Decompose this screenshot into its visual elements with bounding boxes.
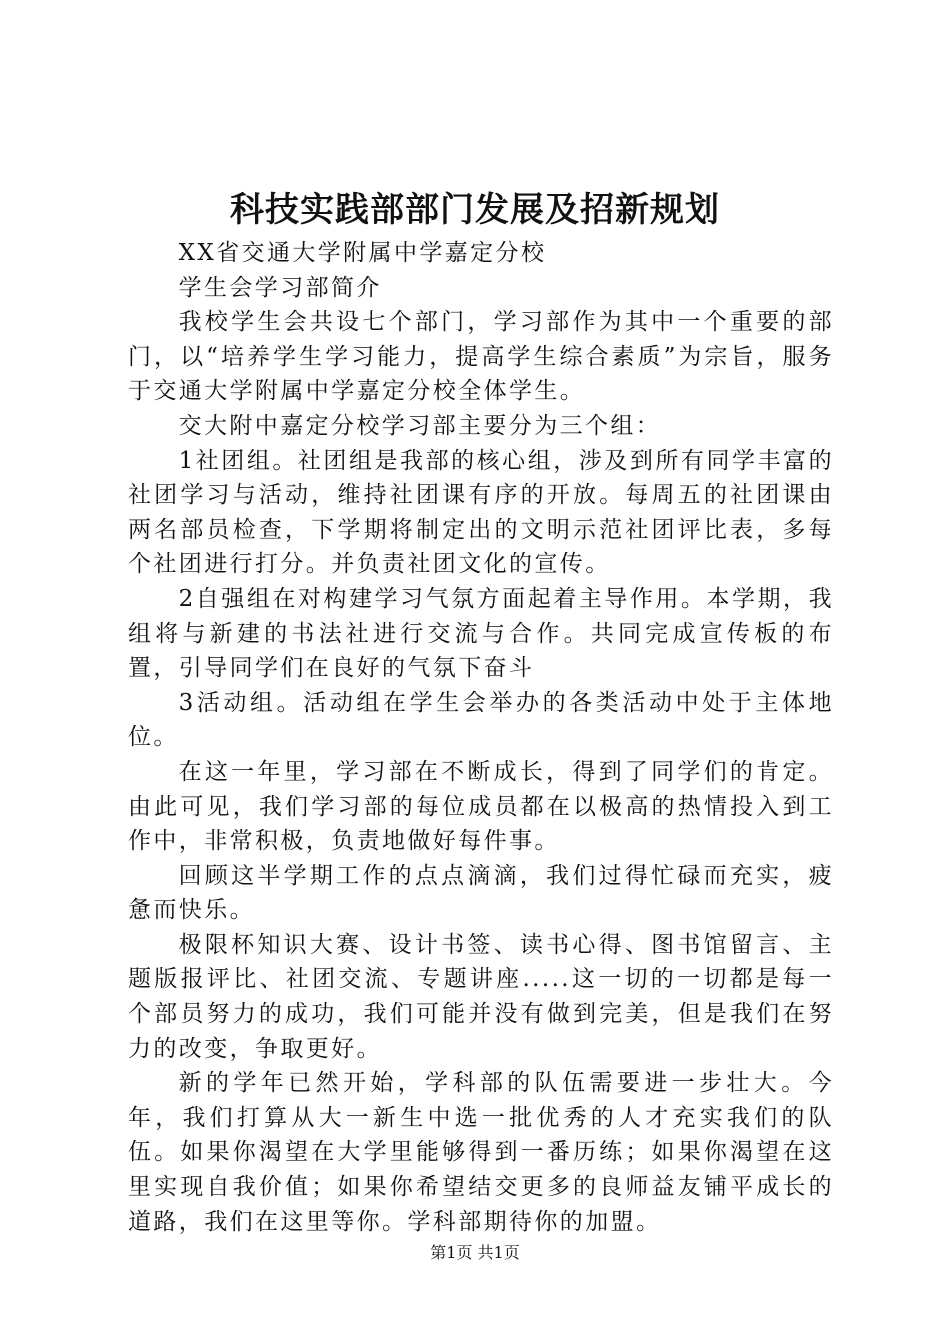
paragraph-department-intro-heading: 学生会学习部简介 (178, 274, 382, 301)
paragraph-self-improvement-group: 2自强组在对构建学习气氛方面起着主导作用。本学期，我组将与新建的书法社进行交流与合作。共同完成宣传板的布置，引导同学们在良好的气氛下奋斗 (128, 585, 834, 682)
paragraph-department-overview: 我校学生会共设七个部门，学习部作为其中一个重要的部门，以“培养学生学习能力，提高学生综合素质”为宗旨，服务于交通大学附属中学嘉定分校全体学生。 (128, 309, 834, 405)
paragraph-year-review: 在这一年里，学习部在不断成长，得到了同学们的肯定。由此可见，我们学习部的每位成员都在以极高的热情投入到工作中，非常积极，负责地做好每件事。 (128, 758, 834, 855)
paragraph-school-name: XX省交通大学附属中学嘉定分校 (178, 240, 547, 266)
paragraph-semester-review: 回顾这半学期工作的点点滴滴，我们过得忙碌而充实，疲惫而快乐。 (128, 862, 834, 924)
document-title: 科技实践部部门发展及招新规划 (230, 190, 720, 230)
paragraph-groups-intro: 交大附中嘉定分校学习部主要分为三个组： (178, 412, 662, 439)
paragraph-club-group: 1社团组。社团组是我部的核心组，涉及到所有同学丰富的社团学习与活动，维持社团课有序的开放。每周五的社团课由两名部员检查，下学期将制定出的文明示范社团评比表，多每个社团进行打分。并负责社团文化的宣传。 (128, 447, 834, 578)
document-body (128, 236, 834, 1239)
page-number-footer: 第1页 共1页 (430, 1243, 520, 1262)
paragraph-activities-list: 极限杯知识大赛、设计书签、读书心得、图书馆留言、主题版报评比、社团交流、专题讲座.....这一切的一切都是每一个部员努力的成功，我们可能并没有做到完美，但是我们在努力的改变，争取更好。 (128, 931, 834, 1062)
paragraph-recruitment: 新的学年已然开始，学科部的队伍需要进一步壮大。今年，我们打算从大一新生中选一批优秀的人才充实我们的队伍。如果你渴望在大学里能够得到一番历练；如果你渴望在这里实现自我价值；如果你希望结交更多的良师益友铺平成长的道路，我们在这里等你。学科部期待你的加盟。 (128, 1070, 834, 1235)
paragraph-activity-group: 3活动组。活动组在学生会举办的各类活动中处于主体地位。 (128, 689, 834, 751)
